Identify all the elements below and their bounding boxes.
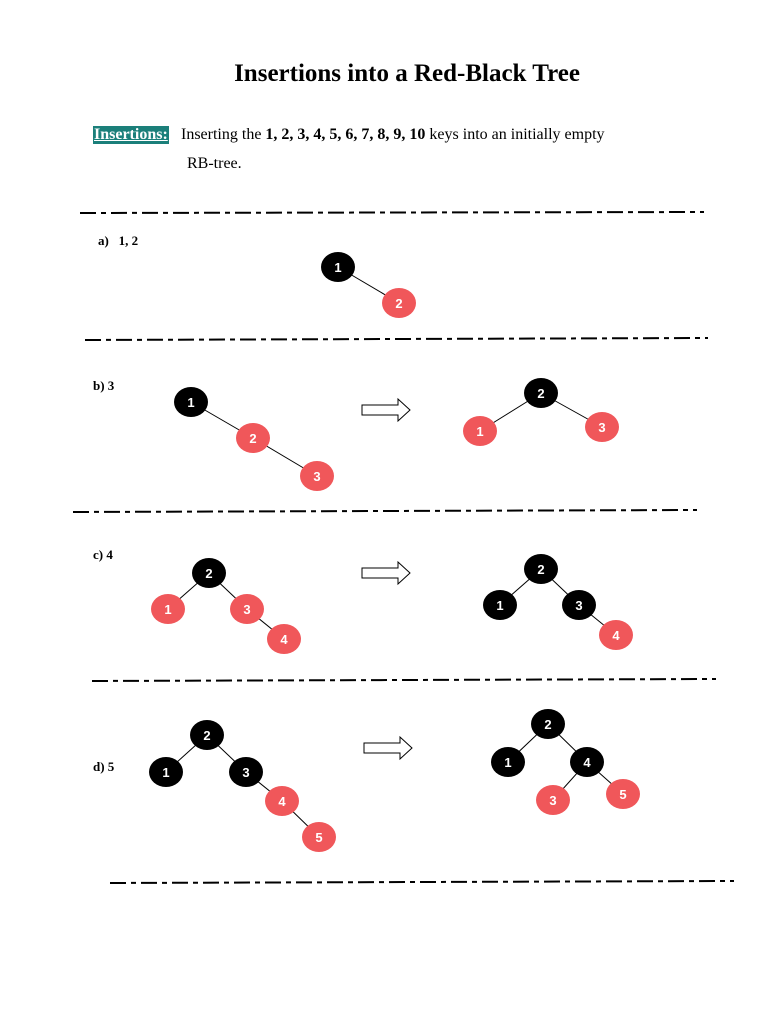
node-key-label: 2 xyxy=(537,386,545,401)
node-key-label: 2 xyxy=(537,562,545,577)
node-key-label: 5 xyxy=(619,787,627,802)
node-key-label: 1 xyxy=(496,598,504,613)
node-key-label: 3 xyxy=(242,765,250,780)
red-node-5 xyxy=(302,822,336,852)
separator-line xyxy=(73,510,697,512)
node-key-label: 1 xyxy=(504,755,512,770)
transform-arrow xyxy=(364,737,412,759)
black-node-2 xyxy=(192,558,226,588)
node-key-label: 1 xyxy=(162,765,170,780)
insertions-badge: Insertions: xyxy=(94,126,168,143)
red-node-3 xyxy=(230,594,264,624)
black-node-1 xyxy=(483,590,517,620)
step-label-c: c) 4 xyxy=(93,547,113,562)
intro-text-before: Inserting the xyxy=(181,126,266,143)
intro-text-line2: RB-tree. xyxy=(187,155,242,172)
intro-text-after: keys into an initially empty xyxy=(425,126,605,143)
black-node-1 xyxy=(149,757,183,787)
node-key-label: 2 xyxy=(544,717,552,732)
node-key-label: 2 xyxy=(205,566,213,581)
node-key-label: 3 xyxy=(313,469,321,484)
red-node-5 xyxy=(606,779,640,809)
black-node-1 xyxy=(321,252,355,282)
separator-line xyxy=(85,338,708,340)
tree-b-after xyxy=(463,378,619,446)
intro-keys: 1, 2, 3, 4, 5, 6, 7, 8, 9, 10 xyxy=(265,126,426,143)
black-node-3 xyxy=(562,590,596,620)
tree-c-after xyxy=(483,554,633,650)
red-node-3 xyxy=(300,461,334,491)
black-node-1 xyxy=(174,387,208,417)
red-node-1 xyxy=(151,594,185,624)
transform-arrow xyxy=(362,399,410,421)
page-title: Insertions into a Red-Black Tree xyxy=(234,60,580,87)
black-node-2 xyxy=(524,554,558,584)
black-node-1 xyxy=(491,747,525,777)
red-node-4 xyxy=(267,624,301,654)
node-key-label: 2 xyxy=(395,296,403,311)
red-node-3 xyxy=(585,412,619,442)
transform-arrow xyxy=(362,562,410,584)
step-label-b: b) 3 xyxy=(93,378,115,393)
tree-d-after xyxy=(491,709,640,815)
node-key-label: 3 xyxy=(549,793,557,808)
red-node-1 xyxy=(463,416,497,446)
node-key-label: 3 xyxy=(575,598,583,613)
node-key-label: 5 xyxy=(315,830,323,845)
step-label-d: d) 5 xyxy=(93,759,115,774)
node-key-label: 2 xyxy=(249,431,257,446)
tree-d-before xyxy=(149,720,336,852)
tree-a xyxy=(321,252,416,318)
red-node-4 xyxy=(265,786,299,816)
red-node-3 xyxy=(536,785,570,815)
node-key-label: 3 xyxy=(598,420,606,435)
black-node-2 xyxy=(531,709,565,739)
node-key-label: 4 xyxy=(612,628,620,643)
red-node-2 xyxy=(236,423,270,453)
black-node-2 xyxy=(190,720,224,750)
separator-line xyxy=(80,212,704,213)
node-key-label: 4 xyxy=(278,794,286,809)
black-node-4 xyxy=(570,747,604,777)
tree-c-before xyxy=(151,558,301,654)
node-key-label: 1 xyxy=(187,395,195,410)
step-label-a: a) 1, 2 xyxy=(98,233,139,248)
node-key-label: 4 xyxy=(583,755,591,770)
red-node-2 xyxy=(382,288,416,318)
node-key-label: 1 xyxy=(164,602,172,617)
black-node-2 xyxy=(524,378,558,408)
separator-line xyxy=(110,881,734,883)
separator-line xyxy=(92,679,716,681)
node-key-label: 1 xyxy=(476,424,484,439)
node-key-label: 1 xyxy=(334,260,342,275)
node-key-label: 2 xyxy=(203,728,211,743)
node-key-label: 3 xyxy=(243,602,251,617)
tree-b-before xyxy=(174,387,334,491)
node-key-label: 4 xyxy=(280,632,288,647)
black-node-3 xyxy=(229,757,263,787)
red-node-4 xyxy=(599,620,633,650)
